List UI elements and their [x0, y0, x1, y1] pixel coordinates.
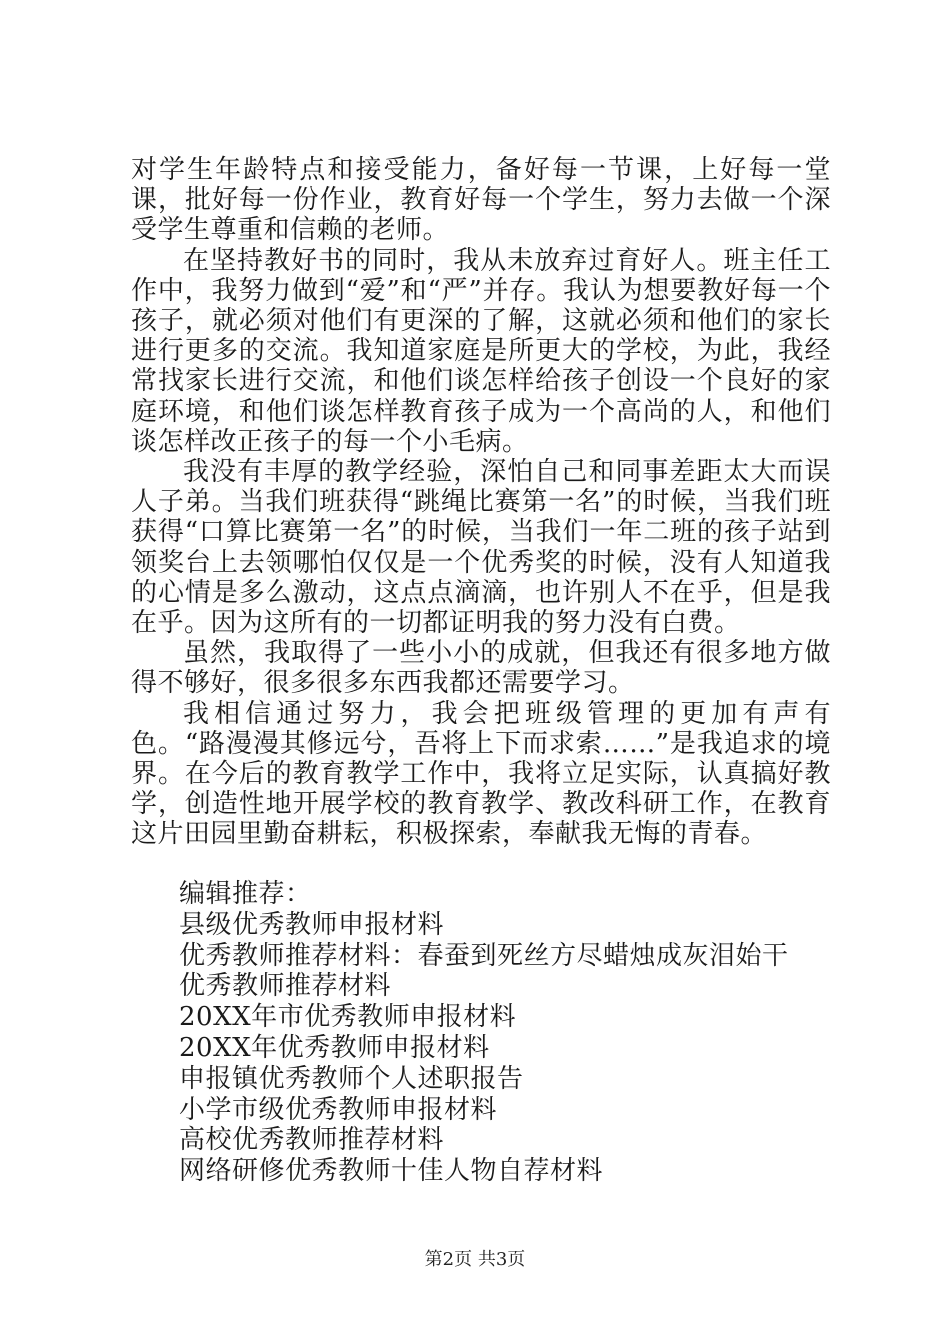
page-number-footer: 第2页 共3页 — [424, 1249, 526, 1270]
paragraph: 虽然，我取得了一些小小的成就，但我还有很多地方做得不够好，很多很多东西我都还需要学习。 — [131, 638, 831, 699]
editor-recommendations — [179, 879, 829, 1187]
recommend-link[interactable]: 高校优秀教师推荐材料 — [179, 1125, 445, 1156]
recommend-link[interactable]: 20XX年市优秀教师申报材料 — [179, 1002, 517, 1033]
recommend-link[interactable]: 20XX年优秀教师申报材料 — [179, 1032, 490, 1063]
recommend-link[interactable]: 县级优秀教师申报材料 — [179, 909, 445, 940]
recommend-link[interactable]: 小学市级优秀教师申报材料 — [179, 1094, 498, 1125]
recommend-link[interactable]: 优秀教师推荐材料 — [179, 971, 392, 1002]
body-text — [131, 155, 831, 850]
recommend-link[interactable]: 申报镇优秀教师个人述职报告 — [179, 1063, 524, 1094]
paragraph: 在坚持教好书的同时，我从未放弃过育好人。班主任工作中，我努力做到“爱”和“严”并存。我认为想要教好每一个孩子，就必须对他们有更深的了解，这就必须和他们的家长进行更多的交流。我知道家庭是所更大的学校，为此，我经常找家长进行交流，和他们谈怎样给孩子创设一个良好的家庭环境，和他们谈怎样教育孩子成为一个高尚的人，和他们谈怎样改正孩子的每一个小毛病。 — [131, 245, 831, 457]
paragraph: 对学生年龄特点和接受能力，备好每一节课，上好每一堂课，批好每一份作业，教育好每一个学生，努力去做一个深受学生尊重和信赖的老师。 — [131, 155, 831, 246]
recommend-link[interactable]: 优秀教师推荐材料：春蚕到死丝方尽蜡烛成灰泪始干 — [179, 940, 789, 971]
recommend-link[interactable]: 网络研修优秀教师十佳人物自荐材料 — [179, 1156, 604, 1187]
paragraph: 我相信通过努力，我会把班级管理的更加有声有色。“路漫漫其修远兮，吾将上下而求索……”是我追求的境界。在今后的教育教学工作中，我将立足实际，认真搞好教学，创造性地开展学校的教育教学、教改科研工作，在教育这片田园里勤奋耕耘，积极探索，奉献我无悔的青春。 — [131, 698, 831, 850]
paragraph: 我没有丰厚的教学经验，深怕自己和同事差距太大而误人子弟。当我们班获得“跳绳比赛第一名”的时候，当我们班获得“口算比赛第一名”的时候，当我们一年二班的孩子站到领奖台上去领哪怕仅仅是一个优秀奖的时候，没有人知道我的心情是多么激动，这点点滴滴，也许别人不在乎，但是我在乎。因为这所有的一切都证明我的努力没有白费。 — [131, 457, 831, 639]
recommend-heading: 编辑推荐： — [179, 879, 312, 909]
recommend-list — [179, 910, 829, 1187]
